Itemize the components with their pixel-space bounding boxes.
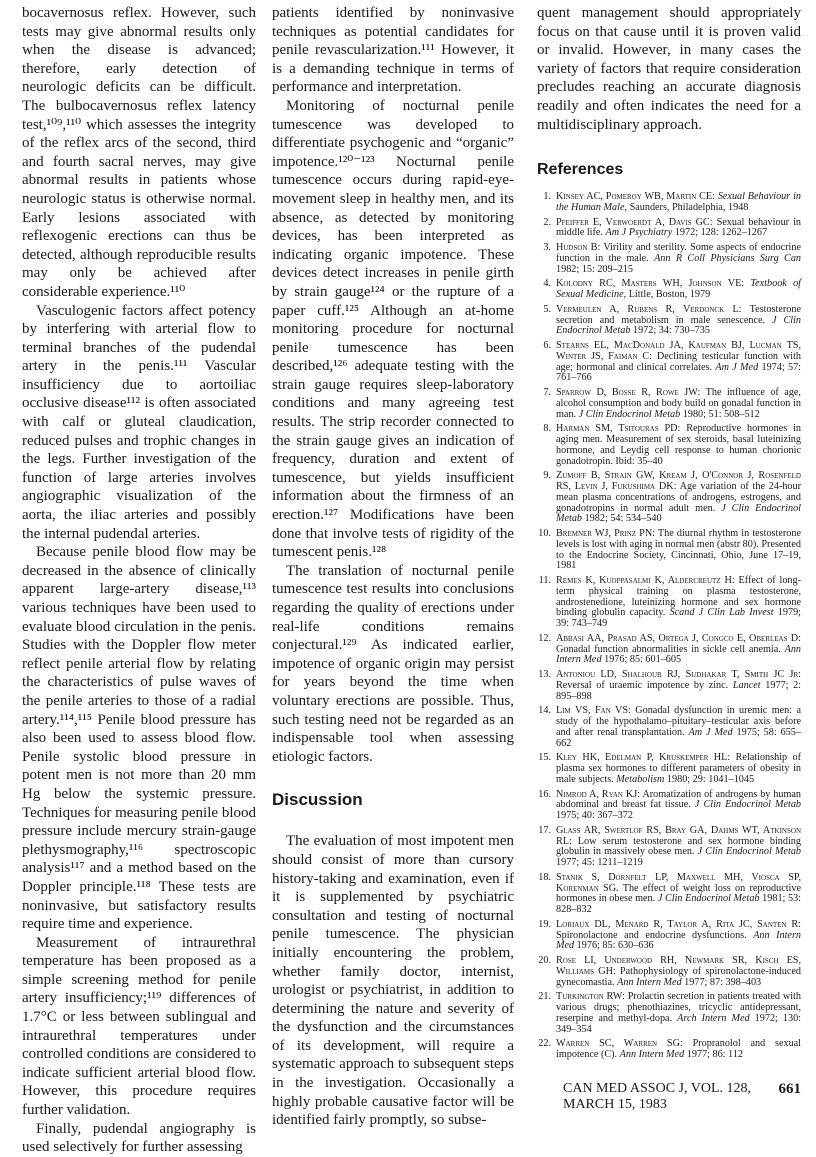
reference-journal: Am J Med (688, 726, 733, 738)
reference-title: Reproductive hormones in aging men. Measurement of sex steroids, basal luteinizing hormone, and Leydig cell response to human chorionic gonadotropin. Ibid: 35–40 (556, 423, 801, 467)
page-footer (563, 1081, 801, 1113)
reference-authors: Stearns EL, MacDonald JA, Kaufman BJ, Lucman TS, Winter JS, Faiman C: (556, 340, 801, 362)
reference-citation: 1976; 85: 630–636 (576, 940, 654, 952)
reference-title: Gonadal function abnormalities in sickle cell anemia. (556, 643, 781, 655)
reference-authors: Stanik S, Dornfelt LP, Maxwell MH, Viosca SP, Korenman SG. (556, 871, 801, 894)
reference-item (537, 341, 801, 384)
reference-item (537, 826, 801, 869)
reference-journal: Arch Intern Med (677, 1012, 750, 1024)
reference-journal: J Clin Endocrinol Metab (556, 502, 801, 525)
reference-number: 22. (538, 1038, 551, 1050)
column-2 (272, 4, 514, 1130)
reference-journal: Lancet (732, 679, 761, 691)
reference-number: 20. (538, 955, 551, 967)
reference-citation: 1974; 57: 761–766 (556, 361, 802, 384)
paragraph: Finally, pudendal angiography is used selectively for further assessing (22, 1120, 256, 1156)
reference-title: Pathophysiology of spironolactone-induced gynecomastia. (556, 965, 802, 988)
reference-title: Sexual behaviour in middle life. (556, 216, 802, 239)
reference-citation: 1982; 15: 209–215 (556, 263, 633, 275)
reference-item (537, 243, 801, 275)
discussion-heading: Discussion (272, 790, 363, 810)
column-3 (537, 4, 801, 1065)
reference-journal: Scand J Clin Lab Invest (669, 607, 774, 619)
reference-title: Effect of long-term physical training on plasma testosterone, androstenedione, luteinizing hormone and sex hormone binding globulin capacity. (556, 575, 801, 619)
reference-number: 6. (543, 340, 551, 352)
reference-citation: 1980; 51: 508–512 (682, 408, 760, 420)
reference-item (537, 279, 801, 301)
reference-authors: Kley HK, Edelman P, Kruskemper HL: (556, 752, 731, 764)
reference-citation: 1976; 85: 601–605 (604, 654, 682, 666)
reference-title: Gonadal dysfunction in uremic men: a study of the hypothalamo–pituitary–testicular axis before and after renal transplantation. (556, 705, 802, 738)
reference-number: 10. (538, 528, 551, 540)
reference-citation: , Little, Boston, 1979 (623, 289, 711, 301)
reference-number: 1. (543, 191, 551, 203)
reference-authors: Remes K, Kuoppasalmi K, Aldercreutz H: (556, 575, 735, 587)
reference-number: 16. (538, 788, 551, 800)
reference-number: 3. (543, 242, 551, 254)
reference-item (537, 873, 801, 916)
reference-item (537, 790, 801, 822)
reference-number: 4. (543, 278, 551, 290)
reference-citation: 1977; 87: 398–403 (684, 976, 762, 988)
reference-number: 14. (538, 705, 551, 717)
reference-authors: Bremner WJ, Prinz PN: (556, 528, 656, 540)
reference-item (537, 576, 801, 630)
reference-authors: Zumoff B, Strain GW, Kream J, O'Connor J, Rosenfeld RS, Levin J, Fukushima DK: (556, 470, 801, 493)
paragraph: Because penile blood flow may be decreased in the absence of clinically apparent large-artery disease,¹¹³ various techniques have been used to evaluate blood circulation in the penis. Studies with the Doppler flow meter reflect penile arterial flow by relating the characteristics of pulse waves of the penile arteries to those of a radial artery.¹¹⁴,¹¹⁵ Penile blood pressure has also been used to assess blood flow. Penile systolic blood pressure in potent men is not more than 20 mm Hg below the systemic pressure. Techniques for measuring penile blood pressure include mercury strain-gauge plethysmography,¹¹⁶ spectroscopic analysis¹¹⁷ and a method based on the Doppler principle.¹¹⁸ These tests are noninvasive, but satisfactory results require time and experience. (22, 544, 256, 933)
reference-journal: Am J Med (715, 361, 759, 373)
reference-authors: Nimrod A, Ryan KJ: (556, 788, 641, 800)
reference-journal: J Clin Endocrinol Metab (694, 799, 802, 811)
page-number: 661 (778, 1081, 801, 1097)
reference-number: 11. (538, 575, 551, 587)
reference-journal: J Clin Endocrinol Metab (578, 408, 681, 420)
reference-number: 12. (538, 632, 551, 644)
reference-journal: Ann R Coll Physicians Surg Can (654, 252, 802, 264)
column-1 (22, 4, 256, 1157)
reference-journal: Metabolism (616, 773, 665, 785)
journal-citation: CAN MED ASSOC J, VOL. 128, MARCH 15, 1983 (563, 1081, 751, 1112)
reference-citation: 1981; 53: 828–832 (556, 893, 801, 916)
reference-number: 19. (538, 918, 551, 930)
reference-item (537, 305, 801, 337)
reference-item (537, 388, 801, 420)
paragraph: quent management should appropriately focus on that cause until it is proven valid or invalid. However, in many cases the variety of factors that require consideration precludes reaching an accurate diagnosis readily and often indicates the need for a multidisciplinary approach. (537, 5, 801, 133)
reference-item (537, 706, 801, 749)
reference-title: Low serum testosterone and sex hormone binding globulin in massively obese men. (556, 835, 801, 858)
reference-item (537, 753, 801, 785)
reference-citation: 1977; 2: 895–898 (556, 679, 802, 702)
reference-citation: 1972; 34: 730–735 (632, 325, 710, 337)
reference-number: 5. (543, 303, 551, 315)
reference-citation: 1977; 86: 112 (686, 1049, 743, 1061)
reference-citation: 1979; 39: 743–749 (556, 607, 801, 630)
reference-authors: Sparrow D, Bosse R, Rowe JW: (556, 387, 701, 399)
reference-authors: Harman SM, Tsitouras PD: (556, 423, 681, 435)
reference-title: Reversal of uraemic impotence by zinc. (556, 679, 729, 691)
reference-item (537, 670, 801, 702)
reference-citation: 1982; 54: 534–540 (584, 513, 662, 525)
reference-item (537, 471, 801, 525)
reference-item (537, 920, 801, 952)
reference-authors: Turkington RW: (556, 991, 625, 1003)
reference-journal: Sexual Behaviour in the Human Male (556, 191, 802, 213)
paragraph: The evaluation of most impotent men should consist of more than cursory history-taking and examination, even if it is supplemented by psychiatric consultation and testing of nocturnal penile tumescence. The physician initially encountering the problem, whether family doctor, internist, urologist or psychiatrist, in addition to determining the nature and severity of the dysfunction and the circumstances of its development, will require a systematic approach to subsequent steps in the investigation. Occasionally a highly probable causative factor will be identified fairly promptly, so subse- (272, 833, 514, 1129)
reference-item (537, 956, 801, 988)
reference-item (537, 634, 801, 666)
reference-journal: Am J Psychiatry (605, 227, 673, 239)
reference-title: Relationship of plasma sex hormones to different parameters of obesity in male subjects. (556, 752, 802, 785)
reference-authors: Kolodny RC, Masters WH, Johnson VE: (556, 278, 745, 290)
reference-title: Age variation of the 24-hour mean plasma concentrations of androgens, estrogens, and gonadotropins in normal adult men. (556, 481, 802, 514)
references-heading: References (537, 161, 624, 179)
reference-number: 17. (538, 824, 551, 836)
reference-title: Prolactin secretion in patients treated with various drugs; phenothiazines, tricyclic antidepressant, reserpine and methyl-dopa. (556, 991, 801, 1024)
reference-authors: Loriaux DL, Menard R, Taylor A, Rita JC, Santen R: (556, 918, 801, 930)
reference-citation: 1972; 130: 349–354 (556, 1012, 801, 1035)
reference-authors: Abbasi AA, Prasad AS, Ortega J, Congco E, Oberleas D: (556, 632, 801, 644)
reference-authors: Vermeulen A, Rubens R, Verdonck L: (556, 303, 742, 315)
discussion-body (272, 832, 514, 1130)
reference-number: 9. (543, 470, 551, 482)
reference-item (537, 192, 801, 214)
reference-authors: Glass AR, Swertlof RS, Bray GA, Dahms WT, Atkinson RL: (556, 824, 801, 847)
reference-authors: Hudson B: (556, 242, 601, 254)
reference-title: Propranolol and sexual impotence (C). (556, 1038, 802, 1061)
reference-title: Virility and sterility. Some aspects of endocrine function in the male. (556, 242, 801, 264)
reference-title: Aromatization of androgens by human abdominal and breast fat tissue. (556, 788, 802, 811)
reference-item (537, 218, 801, 240)
reference-citation: 1977; 45: 1211–1219 (556, 857, 643, 869)
paragraph: The translation of nocturnal penile tumescence test results into conclusions regarding the quality of erections under real-life conditions remains conjectural.¹²⁹ As indicated earlier, impotence of organic origin may persist for years beyond the time when voluntary erections are possible. Thus, such testing need not be regarded as an indispensable tool when assessing etiologic factors. (272, 562, 514, 765)
reference-journal: J Clin Endocrinol Metab (697, 846, 802, 858)
reference-title: Testosterone secretion and metabolism in male senescence. (556, 303, 801, 326)
reference-number: 13. (538, 669, 551, 681)
reference-journal: Ann Intern Med (617, 976, 682, 988)
reference-journal: Ann Intern Med (556, 643, 802, 666)
reference-authors: Rose LI, Underwood RH, Newmark SR, Kisch ES, Williams GH: (556, 955, 801, 977)
reference-title: The effect of weight loss on reproductive hormones in obese men. (556, 882, 801, 905)
paragraph: Vasculogenic factors affect potency by interfering with arterial flow to terminal branches of the pudendal artery in the penis.¹¹¹ Vascular insufficiency due to aortoiliac occlusive disease¹¹² is often associated with calf or gluteal claudication, reduced pulses and trophic changes in the legs. Further investigation of the function of large arteries involves angiographic visualization of the aorta, the iliac arteries and possibly the internal pudendal arteries. (22, 302, 256, 542)
reference-number: 15. (538, 752, 551, 764)
reference-list (537, 192, 801, 1061)
reference-number: 18. (538, 871, 551, 883)
reference-authors: Pfeiffer E, Verwoerdt A, Davis GC: (556, 216, 713, 228)
reference-item (537, 992, 801, 1035)
reference-journal: Textbook of Sexual Medicine (556, 278, 801, 301)
reference-journal: Ann Intern Med (619, 1049, 685, 1061)
reference-citation: 1975; 40: 367–372 (556, 810, 633, 822)
column-2-body (272, 4, 514, 766)
reference-authors: Warren SC, Warren SG: (556, 1038, 683, 1050)
paragraph: Monitoring of nocturnal penile tumescence was developed to differentiate psychogenic and “organic” impotence.¹²⁰⁻¹²³ Nocturnal penile tumescence occurs during rapid-eye-movement sleep in healthy men, and its absence, as detected by monitoring devices, has been interpreted as indicating organic impotence. These devices detect increases in penile girth by strain gauge¹²⁴ or the rupture of a paper cuff.¹²⁵ Although an at-home monitoring procedure for nocturnal penile tumescence has been described,¹²⁶ adequate testing with the strain gauge requires sleep-laboratory conditions and many agreeing test results. The strip recorder connected to the strain gauge gives an indication of frequency, duration and extent of tumescence, but yields insufficient information about the firmness of an erection.¹²⁷ Modifications have been done that involve tests of rigidity of the tumescent penis.¹²⁸ (272, 97, 514, 561)
paragraph: bocavernosus reflex. However, such tests may give abnormal results only when the disease is advanced; therefore, early detection of neurologic deficits can be difficult. The bulbocavernosus reflex latency test,¹⁰⁹,¹¹⁰ which assesses the integrity of the reflex arcs of the second, third and fourth sacral nerves, may give abnormal results in patients whose neurologic status is otherwise normal. Early lesions associated with reflexogenic erections can thus be detected, although reproducible results may only be achieved after considerable experience.¹¹⁰ (22, 5, 256, 300)
reference-item (537, 529, 801, 572)
reference-number: 21. (538, 991, 551, 1003)
reference-number: 8. (543, 423, 551, 435)
reference-citation: 1980; 29: 1041–1045 (666, 773, 755, 785)
reference-number: 7. (543, 387, 551, 399)
reference-title: Declining testicular function with age; hormonal and clinical correlates. (556, 350, 801, 373)
reference-citation: 1975; 58: 655–662 (556, 726, 801, 749)
paragraph: patients identified by noninvasive techniques as potential candidates for penile revascularization.¹¹¹ However, it is a demanding technique in terms of performance and interpretation. (272, 5, 514, 96)
reference-title: The influence of age, alcohol consumption and body build on gonadal function in man. (556, 387, 801, 420)
reference-item (537, 1039, 801, 1061)
reference-authors: Antoniou LD, Shalhoub RJ, Sudhakar T, Smith JC Jr: (556, 669, 801, 681)
column-3-body (537, 4, 801, 134)
reference-authors: Kinsey AC, Pomeroy WB, Martin CE: (556, 191, 715, 203)
reference-citation: , Saunders, Philadelphia, 1948 (624, 201, 749, 213)
paragraph: Measurement of intraurethral temperature has been proposed as a simple screening method for penile artery insufficiency;¹¹⁹ differences of 1.7°C or less between sublingual and intraurethral temperatures under controlled conditions are considered to indicate sufficient arterial blood flow. However, this procedure requires further validation. (22, 934, 256, 1119)
reference-number: 2. (543, 216, 551, 228)
reference-journal: J Clin Endocrinol Metab (657, 893, 760, 905)
reference-item (537, 424, 801, 467)
reference-title: The diurnal rhythm in testosterone levels is lost with aging in normal men (abstr 80). Presented to the Endocrine Society, Cincinnati, Ohio, June 17–19, 1981 (556, 528, 801, 572)
reference-citation: 1972; 128: 1262–1267 (674, 227, 768, 239)
reference-authors: Lim VS, Fan VS: (556, 705, 631, 717)
reference-title: Spironolactone and endocrine dysfunctions. (556, 929, 747, 941)
reference-journal: Ann Intern Med (556, 929, 802, 952)
reference-journal: J Clin Endocrinol Metab (556, 314, 802, 337)
